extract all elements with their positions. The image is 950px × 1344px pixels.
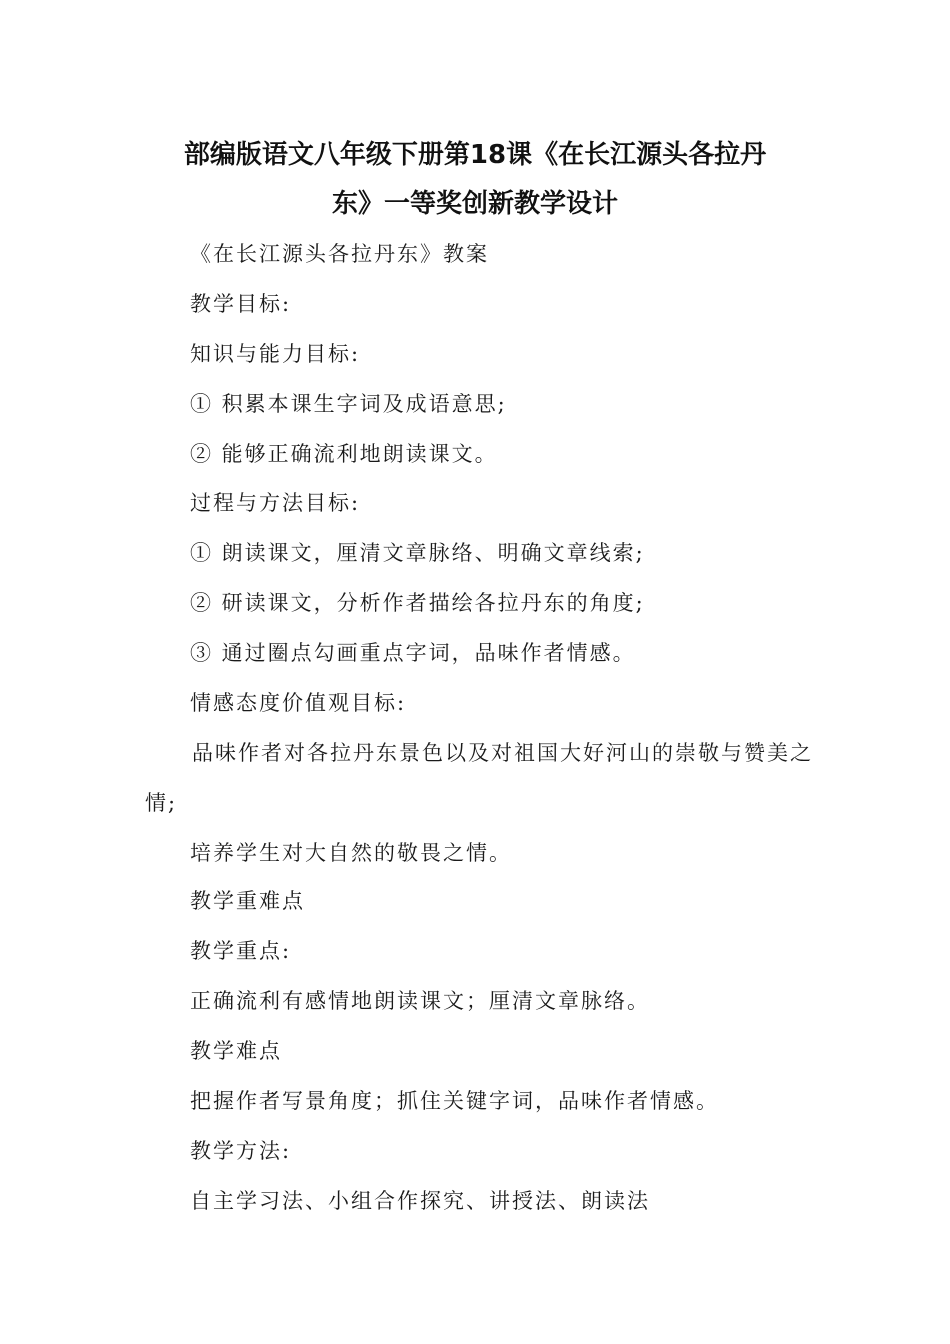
paragraph-line: 正确流利有感情地朗读课文；厘清文章脉络。 — [190, 989, 650, 1013]
paragraph-line: 品味作者对各拉丹东景色以及对祖国大好河山的崇敬与赞美之 — [192, 741, 813, 765]
knowledge-ability-heading: 知识与能力目标: — [190, 342, 361, 366]
paragraph-line-continued: 情; — [145, 791, 178, 815]
teaching-objectives-heading: 教学目标: — [190, 292, 292, 316]
objective-item: ② 研读课文，分析作者描绘各拉丹东的角度; — [190, 591, 645, 615]
objective-item: ② 能够正确流利地朗读课文。 — [190, 442, 498, 466]
document-title-line-2: 东》一等奖创新教学设计 — [331, 189, 618, 219]
paragraph-line: 自主学习法、小组合作探究、讲授法、朗读法 — [190, 1189, 650, 1213]
objective-item: ③ 通过圈点勾画重点字词，品味作者情感。 — [190, 641, 636, 665]
key-difficult-points-heading: 教学重难点 — [190, 889, 305, 913]
key-points-heading: 教学重点: — [190, 939, 292, 963]
teaching-methods-heading: 教学方法: — [190, 1139, 292, 1163]
difficult-points-heading: 教学难点 — [190, 1039, 282, 1063]
emotion-values-heading: 情感态度价值观目标: — [190, 691, 407, 715]
process-method-heading: 过程与方法目标: — [190, 491, 361, 515]
objective-item: ① 朗读课文，厘清文章脉络、明确文章线索; — [190, 541, 645, 565]
document-title-line-1: 部编版语文八年级下册第18课《在长江源头各拉丹 — [183, 140, 767, 170]
paragraph-line: 把握作者写景角度；抓住关键字词，品味作者情感。 — [190, 1089, 719, 1113]
lesson-plan-heading: 《在长江源头各拉丹东》教案 — [190, 242, 489, 266]
objective-item: ① 积累本课生字词及成语意思; — [190, 392, 507, 416]
paragraph-line: 培养学生对大自然的敬畏之情。 — [190, 841, 512, 865]
